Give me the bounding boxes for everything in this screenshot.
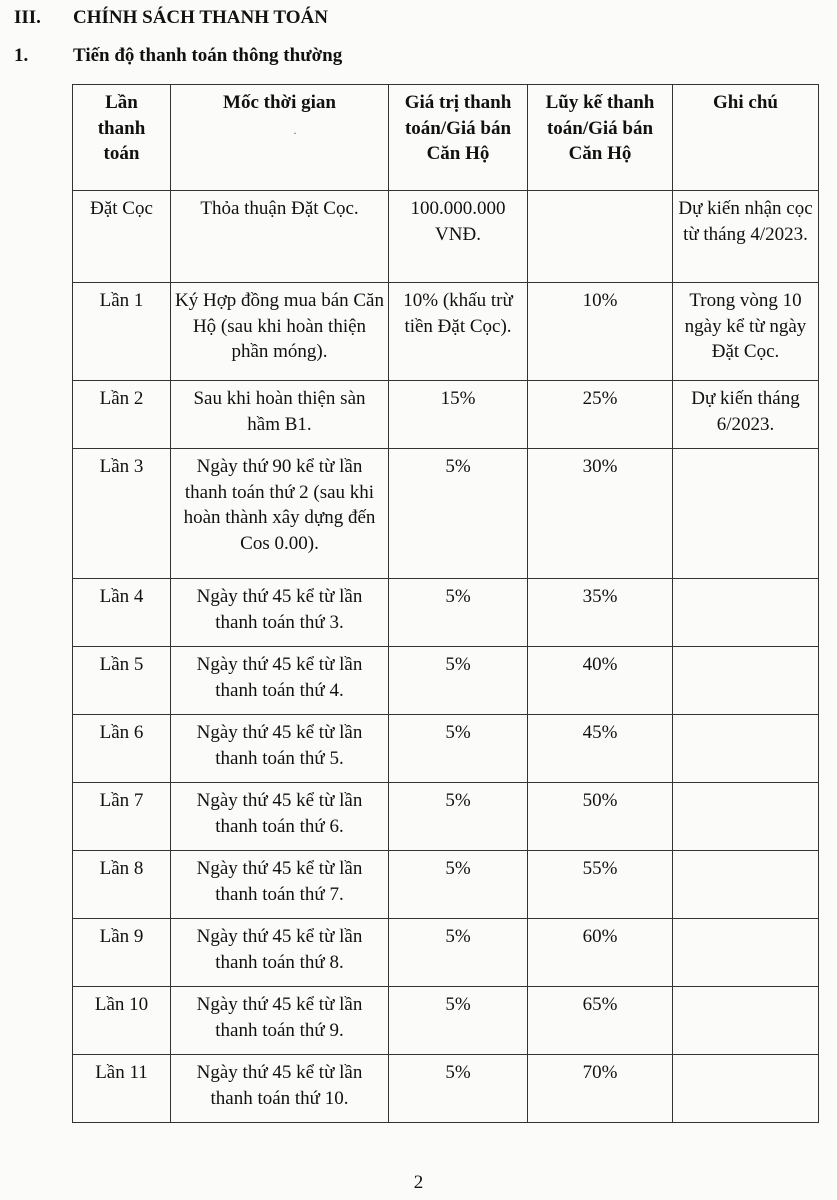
cell-value: 5% bbox=[389, 579, 528, 647]
cell-installment: Lần 10 bbox=[73, 987, 171, 1055]
cell-value: 5% bbox=[389, 919, 528, 987]
cell-value: 5% bbox=[389, 851, 528, 919]
cell-note bbox=[673, 715, 819, 783]
cell-note bbox=[673, 449, 819, 579]
table-row bbox=[73, 1055, 819, 1123]
payment-schedule-table bbox=[72, 84, 819, 1123]
cell-milestone: Ngày thứ 45 kể từ lần thanh toán thứ 10. bbox=[171, 1055, 389, 1123]
cell-note bbox=[673, 851, 819, 919]
table-row bbox=[73, 987, 819, 1055]
cell-cumulative: 55% bbox=[528, 851, 673, 919]
subsection-title: Tiến độ thanh toán thông thường bbox=[73, 45, 343, 66]
header-cumulative: Lũy kế thanh toán/Giá bán Căn Hộ bbox=[528, 85, 673, 191]
table-header-row bbox=[73, 85, 819, 191]
cell-cumulative: 50% bbox=[528, 783, 673, 851]
cell-note: Dự kiến nhận cọc từ tháng 4/2023. bbox=[673, 191, 819, 283]
cell-note bbox=[673, 579, 819, 647]
cell-note bbox=[673, 1055, 819, 1123]
cell-value: 15% bbox=[389, 381, 528, 449]
header-installment: Lần thanh toán bbox=[73, 85, 171, 191]
cell-note bbox=[673, 919, 819, 987]
cell-value: 5% bbox=[389, 449, 528, 579]
cell-installment: Lần 3 bbox=[73, 449, 171, 579]
cell-value: 5% bbox=[389, 987, 528, 1055]
cell-milestone: Ngày thứ 45 kể từ lần thanh toán thứ 7. bbox=[171, 851, 389, 919]
cell-note: Dự kiến tháng 6/2023. bbox=[673, 381, 819, 449]
cell-installment: Lần 4 bbox=[73, 579, 171, 647]
cell-milestone: Ngày thứ 45 kể từ lần thanh toán thứ 5. bbox=[171, 715, 389, 783]
cell-installment: Lần 5 bbox=[73, 647, 171, 715]
header-value: Giá trị thanh toán/Giá bán Căn Hộ bbox=[389, 85, 528, 191]
cell-installment: Lần 8 bbox=[73, 851, 171, 919]
cell-milestone: Ngày thứ 45 kể từ lần thanh toán thứ 6. bbox=[171, 783, 389, 851]
cell-milestone: Ngày thứ 45 kể từ lần thanh toán thứ 8. bbox=[171, 919, 389, 987]
cell-milestone: Ngày thứ 45 kể từ lần thanh toán thứ 3. bbox=[171, 579, 389, 647]
cell-cumulative: 70% bbox=[528, 1055, 673, 1123]
cell-cumulative: 30% bbox=[528, 449, 673, 579]
cell-note bbox=[673, 647, 819, 715]
cell-value: 100.000.000 VNĐ. bbox=[389, 191, 528, 283]
page-number: 2 bbox=[413, 1172, 424, 1193]
cell-value: 5% bbox=[389, 715, 528, 783]
cell-milestone: Sau khi hoàn thiện sàn hầm B1. bbox=[171, 381, 389, 449]
cell-note bbox=[673, 783, 819, 851]
cell-installment: Lần 9 bbox=[73, 919, 171, 987]
cell-milestone: Ngày thứ 45 kể từ lần thanh toán thứ 4. bbox=[171, 647, 389, 715]
table-row bbox=[73, 381, 819, 449]
header-note: Ghi chú bbox=[673, 85, 819, 191]
cell-cumulative: 60% bbox=[528, 919, 673, 987]
table-row bbox=[73, 919, 819, 987]
cell-cumulative bbox=[528, 191, 673, 283]
cell-installment: Đặt Cọc bbox=[73, 191, 171, 283]
cell-installment: Lần 7 bbox=[73, 783, 171, 851]
table-row bbox=[73, 449, 819, 579]
cell-value: 5% bbox=[389, 783, 528, 851]
cell-milestone: Ngày thứ 45 kể từ lần thanh toán thứ 9. bbox=[171, 987, 389, 1055]
cell-installment: Lần 2 bbox=[73, 381, 171, 449]
table-row bbox=[73, 783, 819, 851]
cell-cumulative: 25% bbox=[528, 381, 673, 449]
cell-value: 5% bbox=[389, 1055, 528, 1123]
cell-cumulative: 45% bbox=[528, 715, 673, 783]
table-row bbox=[73, 647, 819, 715]
cell-note bbox=[673, 987, 819, 1055]
cell-value: 5% bbox=[389, 647, 528, 715]
cell-milestone: Ký Hợp đồng mua bán Căn Hộ (sau khi hoàn thiện phần móng). bbox=[171, 283, 389, 381]
cell-cumulative: 35% bbox=[528, 579, 673, 647]
cell-cumulative: 65% bbox=[528, 987, 673, 1055]
cell-installment: Lần 1 bbox=[73, 283, 171, 381]
table-row bbox=[73, 851, 819, 919]
table-row bbox=[73, 579, 819, 647]
table-row bbox=[73, 191, 819, 283]
cell-cumulative: 40% bbox=[528, 647, 673, 715]
header-milestone: Mốc thời gian bbox=[171, 85, 389, 191]
cell-milestone: Thỏa thuận Đặt Cọc. bbox=[171, 191, 389, 283]
cell-value: 10% (khấu trừ tiền Đặt Cọc). bbox=[389, 283, 528, 381]
cell-installment: Lần 11 bbox=[73, 1055, 171, 1123]
cell-cumulative: 10% bbox=[528, 283, 673, 381]
cell-note: Trong vòng 10 ngày kể từ ngày Đặt Cọc. bbox=[673, 283, 819, 381]
cell-installment: Lần 6 bbox=[73, 715, 171, 783]
cell-milestone: Ngày thứ 90 kể từ lần thanh toán thứ 2 (sau khi hoàn thành xây dựng đến Cos 0.00). bbox=[171, 449, 389, 579]
subsection-number: 1. bbox=[14, 45, 29, 66]
table-row bbox=[73, 283, 819, 381]
table-row bbox=[73, 715, 819, 783]
stray-mark: · bbox=[293, 126, 297, 140]
section-number: III. bbox=[14, 7, 41, 28]
section-title: CHÍNH SÁCH THANH TOÁN bbox=[73, 7, 328, 28]
